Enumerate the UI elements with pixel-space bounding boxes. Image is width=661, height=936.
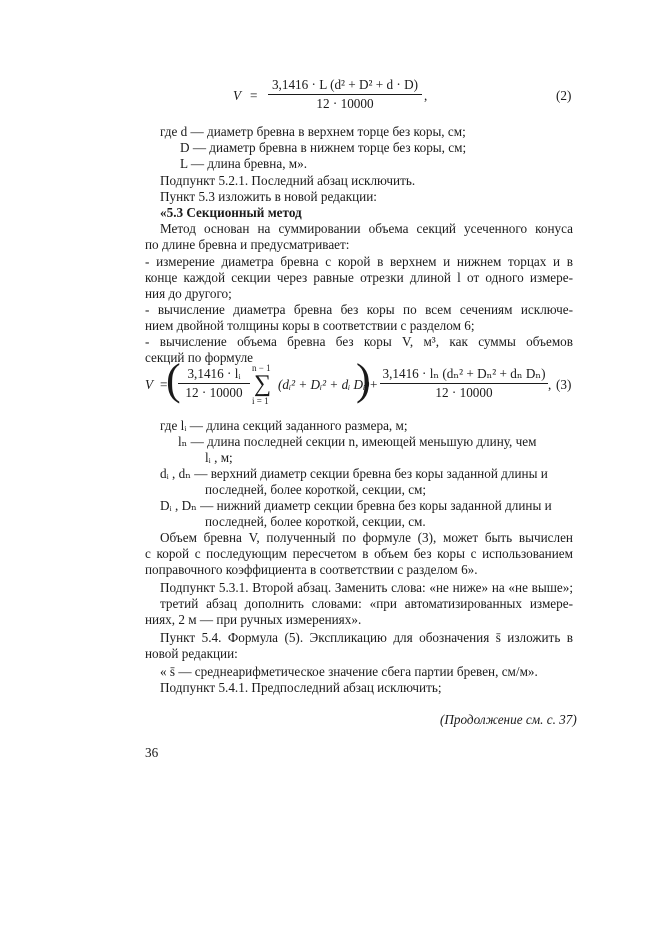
bullet1-line3: ния до другого; [145,286,232,301]
sub-5-3-1-line1: Подпункт 5.3.1. Второй абзац. Заменить слова: «не ниже» на «не выше»; [160,580,573,595]
formula-3-fraction1 [178,366,250,401]
point-5-4-line2: новой редакции: [145,646,238,661]
def3-ln: lₙ — длина последней секции n, имеющей меньшую длину, чем [178,434,537,449]
volume-line2: с корой с последующим пересчетом в объем без коры с использованием [145,546,573,561]
continued-note: (Продолжение см. с. 37) [440,712,577,727]
formula-2-tail: , [424,88,428,103]
bullet2-line1: - вычисление диаметра бревна без коры по всем сечениям исключе- [145,302,573,317]
sub-5-3-1-line2: третий абзац дополнить словами: «при автоматизированных измере- [160,596,573,611]
sbar-definition: « s̄ — среднеарифметическое значение сбега партии бревен, см/м». [160,664,538,679]
bullet3-line2: секций по формуле [145,350,254,365]
volume-line3: поправочного коэффициента в соответствии с разделом 6». [145,562,478,577]
method-line2: по длине бревна и предусматривает: [145,237,350,252]
bullet3-line1: - вычисление объема бревна без коры V, м³, как суммы объемов [145,334,573,349]
def3-d: dᵢ , dₙ — верхний диаметр секции бревна без коры заданной длины и [160,466,548,481]
formula-3-fraction2 [380,366,548,401]
def3-ln-cont: lᵢ , м; [205,450,233,465]
formula-3-plus: + [370,377,378,392]
def2-line2: D — диаметр бревна в нижнем торце без коры, см; [180,140,467,155]
bullet2-line2: нием двойной толщины коры в соответствии с разделом 6; [145,318,475,333]
formula-2-number: (2) [556,88,572,103]
section-heading: «5.3 Секционный метод [160,205,302,220]
sum-upper-limit: n − 1 [252,363,271,373]
fraction2-denominator: 12 · 10000 [435,385,493,400]
formula-2-denominator: 12 · 10000 [316,96,374,111]
volume-line1: Объем бревна V, полученный по формуле (3), может быть вычислен [160,530,573,545]
formula-2-fraction [268,77,422,112]
sum-lower-limit: i = 1 [252,396,269,406]
fraction1-numerator: 3,1416 · lᵢ [178,366,250,384]
right-paren: ) [356,355,371,404]
sigma-symbol: ∑ [254,371,272,397]
def2-line1: где d — диаметр бревна в верхнем торце без коры, см; [160,124,466,139]
def2-line3: L — длина бревна, м». [180,156,308,171]
left-paren: ( [166,355,181,404]
formula-3-tail: , [548,377,552,392]
method-line1: Метод основан на суммировании объема секций усеченного конуса [160,221,573,236]
def3-D-cont: последней, более короткой, секции, см. [205,514,426,529]
formula-3-lhs: V [145,377,154,392]
fraction2-numerator: 3,1416 · lₙ (dₙ² + Dₙ² + dₙ Dₙ) [380,366,548,384]
formula-2-numerator: 3,1416 · L (d² + D² + d · D) [268,77,422,95]
def3-d-cont: последней, более короткой, секции, см; [205,482,427,497]
point-5-4-line1: Пункт 5.4. Формула (5). Экспликацию для обозначения s̄ изложить в [160,630,573,645]
para-5-3-intro: Пункт 5.3 изложить в новой редакции: [160,189,377,204]
formula-3-eq: = [160,377,168,392]
def3-li: где lᵢ — длина секций заданного размера, м; [160,418,408,433]
formula-3-number: (3) [556,377,572,392]
formula-2-eq: = [250,88,258,103]
sub-5-3-1-line3: ниях, 2 м — при ручных измерениях». [145,612,362,627]
bullet1-line2: конце каждой секции через равные отрезки длиной l от одного измере- [145,270,573,285]
page-number: 36 [145,745,159,760]
para-5-2-1: Подпункт 5.2.1. Последний абзац исключить. [160,173,416,188]
bullet1-line1: - измерение диаметра бревна с корой в верхнем и нижнем торцах и в [145,254,573,269]
formula-2-lhs: V [233,88,242,103]
def3-D: Dᵢ , Dₙ — нижний диаметр секции бревна без коры заданной длины и [160,498,552,513]
fraction1-denominator: 12 · 10000 [185,385,243,400]
sum-body: (dᵢ² + Dᵢ² + dᵢ Dᵢ) [278,377,370,392]
sub-5-4-1: Подпункт 5.4.1. Предпоследний абзац исключить; [160,680,442,695]
